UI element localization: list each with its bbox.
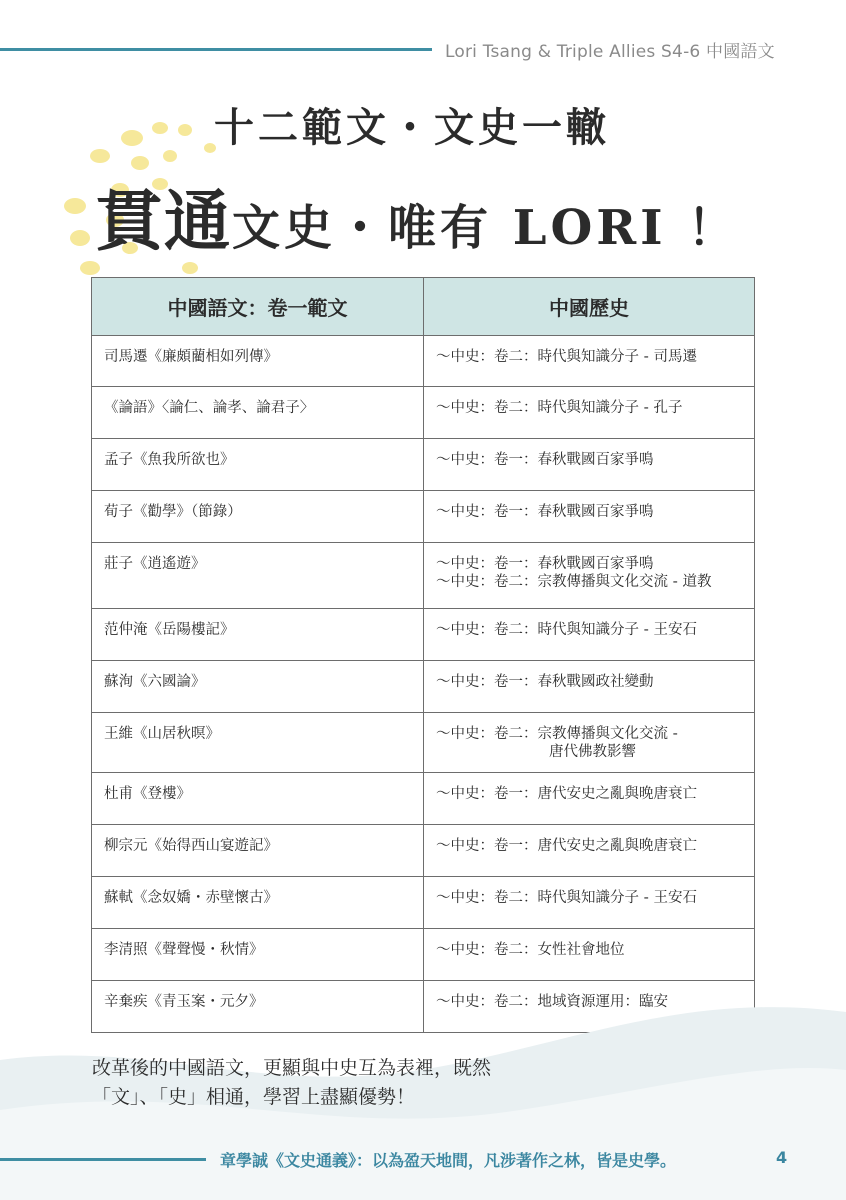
title-line-1: 十二範文・文史一轍 xyxy=(214,104,610,151)
chinese-text-cell xyxy=(92,929,424,981)
history-topic-line: 〜中史：卷二：女性社會地位 xyxy=(436,942,625,958)
chinese-text-title: 《論語》〈論仁、論孝、論君子〉 xyxy=(104,400,315,416)
history-topic-cell xyxy=(424,825,755,877)
table-row xyxy=(92,877,755,929)
chinese-text-title: 辛棄疾《青玉案・元夕》 xyxy=(104,994,264,1010)
closing-note-line-1: 改革後的中國語文，更顯與中史互為表裡，既然 xyxy=(92,1057,492,1079)
history-topic-line: 〜中史：卷二：時代與知識分子 - 孔子 xyxy=(436,400,683,416)
title-emphasis: 貫通 xyxy=(96,182,232,260)
history-topic-cell xyxy=(424,661,755,713)
chinese-text-title: 司馬遷《廉頗藺相如列傳》 xyxy=(104,349,278,365)
table-row xyxy=(92,543,755,609)
chinese-text-title: 荀子《勸學》（節錄） xyxy=(104,504,242,520)
chinese-text-cell xyxy=(92,877,424,929)
table-row xyxy=(92,929,755,981)
table-row xyxy=(92,336,755,387)
chinese-text-title: 范仲淹《岳陽樓記》 xyxy=(104,622,235,638)
table-row xyxy=(92,387,755,439)
history-topic-line: 〜中史：卷一：唐代安史之亂與晚唐衰亡 xyxy=(436,786,697,802)
text-history-table xyxy=(91,277,755,1033)
running-header: Lori Tsang & Triple Allies S4-6 中國語文 xyxy=(445,42,775,62)
table-row xyxy=(92,439,755,491)
history-topic-cell xyxy=(424,387,755,439)
chinese-text-cell xyxy=(92,336,424,387)
chinese-text-cell xyxy=(92,491,424,543)
table-row xyxy=(92,773,755,825)
history-topic-cell xyxy=(424,491,755,543)
chinese-text-title: 李清照《聲聲慢・秋情》 xyxy=(104,942,264,958)
chinese-text-cell xyxy=(92,773,424,825)
closing-note xyxy=(92,1054,491,1112)
chinese-text-cell xyxy=(92,713,424,773)
chinese-text-cell xyxy=(92,387,424,439)
history-topic-line: 〜中史：卷一：春秋戰國百家爭鳴 xyxy=(436,504,654,520)
table-row xyxy=(92,609,755,661)
history-topic-cell xyxy=(424,929,755,981)
history-topic-cell xyxy=(424,713,755,773)
history-topic-line: 〜中史：卷二：宗教傳播與文化交流 - xyxy=(436,726,678,742)
chinese-text-cell xyxy=(92,609,424,661)
table-header-row xyxy=(92,278,755,336)
history-topic-line: 〜中史：卷一：唐代安史之亂與晚唐衰亡 xyxy=(436,838,697,854)
history-topic-line: 〜中史：卷二：時代與知識分子 - 王安石 xyxy=(436,890,697,906)
title-line-2 xyxy=(96,168,739,263)
chinese-text-title: 柳宗元《始得西山宴遊記》 xyxy=(104,838,278,854)
table-row xyxy=(92,661,755,713)
chinese-text-title: 王維《山居秋暝》 xyxy=(104,726,220,742)
chinese-text-title: 蘇軾《念奴嬌・赤壁懷古》 xyxy=(104,890,278,906)
history-topic-cell xyxy=(424,543,755,609)
history-topic-line: 〜中史：卷二：時代與知識分子 - 司馬遷 xyxy=(436,349,697,365)
bottom-rule xyxy=(0,1158,206,1161)
chinese-text-cell xyxy=(92,439,424,491)
column-header-history: 中國歷史 xyxy=(424,278,755,336)
chinese-text-title: 孟子《魚我所欲也》 xyxy=(104,452,235,468)
chinese-text-title: 莊子《逍遙遊》 xyxy=(104,556,206,572)
history-topic-cell xyxy=(424,439,755,491)
chinese-text-title: 蘇洵《六國論》 xyxy=(104,674,206,690)
history-topic-line: 〜中史：卷一：春秋戰國政社變動 xyxy=(436,674,654,690)
chinese-text-cell xyxy=(92,825,424,877)
history-topic-line: 唐代佛教影響 xyxy=(549,744,636,760)
history-topic-cell xyxy=(424,336,755,387)
top-rule xyxy=(0,48,432,51)
history-topic-line: 〜中史：卷二：宗教傳播與文化交流 - 道教 xyxy=(436,574,712,590)
chinese-text-cell xyxy=(92,543,424,609)
title-rest: 文史・唯有 LORI ！ xyxy=(232,200,740,256)
closing-note-line-2: 「文」、「史」相通，學習上盡顯優勢！ xyxy=(92,1086,416,1108)
history-topic-line: 〜中史：卷二：時代與知識分子 - 王安石 xyxy=(436,622,697,638)
footer-quote: 章學誠《文史通義》：以為盈天地間，凡涉著作之林，皆是史學。 xyxy=(220,1151,677,1170)
history-topic-line: 〜中史：卷二：地域資源運用：臨安 xyxy=(436,994,668,1010)
table-row xyxy=(92,491,755,543)
chinese-text-cell xyxy=(92,661,424,713)
history-topic-cell xyxy=(424,609,755,661)
table-row xyxy=(92,713,755,773)
column-header-chinese: 中國語文：卷一範文 xyxy=(92,278,424,336)
history-topic-line: 〜中史：卷一：春秋戰國百家爭鳴 xyxy=(436,556,654,572)
table-row xyxy=(92,825,755,877)
history-topic-cell xyxy=(424,773,755,825)
chinese-text-title: 杜甫《登樓》 xyxy=(104,786,191,802)
page-number: 4 xyxy=(776,1148,788,1167)
history-topic-line: 〜中史：卷一：春秋戰國百家爭鳴 xyxy=(436,452,654,468)
history-topic-cell xyxy=(424,877,755,929)
